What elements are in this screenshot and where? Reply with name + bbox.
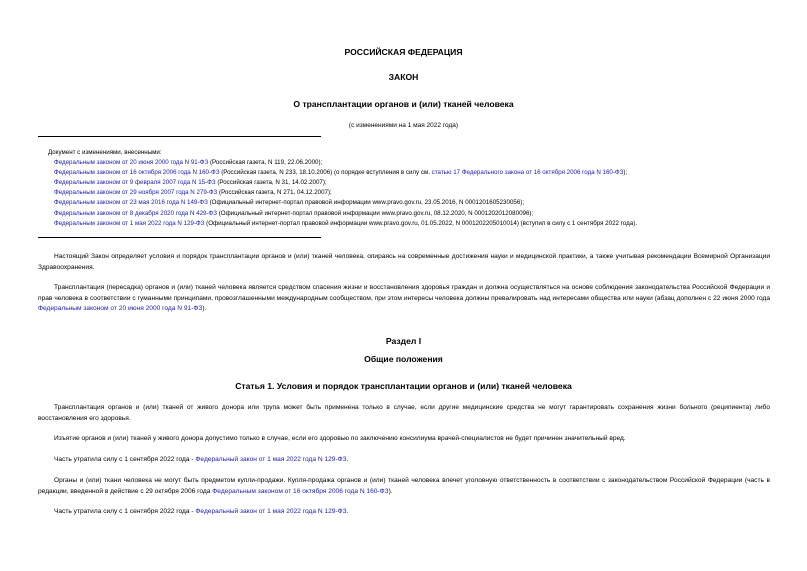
document-subtitle: (с изменениями на 1 мая 2022 года) — [348, 122, 459, 129]
amendment-item: Федеральным законом от 23 мая 2016 года N 149-ФЗ (Официальный интернет-портал правовой информации www.pravo.gov.ru, 23.05.2016, N 0001201605230056); — [54, 199, 525, 207]
bottom-divider — [38, 237, 321, 238]
amendment-item: Федеральным законом от 29 ноября 2007 года N 279-ФЗ (Российская газета, N 271, 04.12.2007); — [54, 189, 332, 197]
section-title: Раздел I — [385, 336, 422, 346]
preamble-paragraph-2: Трансплантация (пересадка) органов и (или) тканей человека является средством спасения жизни и восстановления здоровья граждан и должна осуществляться на основе соблюдения законодательства Российской Федерации и прав человека в соответствии с гуманными принципами, провозглашенными международным сообществом, при этом интересы человека должны превалировать над интересами общества или науки (абзац дополнен с 22 июня 2000 года Федеральным законом от 20 июня 2000 года N 91-ФЗ). — [38, 284, 770, 313]
article-paragraph-3: Часть утратила силу с 1 сентября 2022 года - Федеральный закон от 1 мая 2022 года N 129-ФЗ. — [54, 456, 349, 463]
country-heading: РОССИЙСКАЯ ФЕДЕРАЦИЯ — [344, 47, 463, 57]
top-divider — [38, 136, 321, 137]
repeal-law-link[interactable]: Федеральный закон от 1 мая 2022 года N 129-ФЗ — [195, 508, 347, 515]
amendments-heading: Документ с изменениями, внесенными: — [48, 149, 162, 156]
article-law-link[interactable]: Федеральным законом от 16 октября 2006 года N 160-ФЗ — [212, 487, 389, 495]
amendment-link[interactable]: Федеральным законом от 20 июня 2000 года N 91-ФЗ — [54, 159, 209, 167]
article-paragraph-5: Часть утратила силу с 1 сентября 2022 года - Федеральный закон от 1 мая 2022 года N 129-ФЗ. — [54, 508, 349, 515]
amendment-item: Федеральным законом от 8 декабря 2020 года N 429-ФЗ (Официальный интернет-портал правовой информации www.pravo.gov.ru, 08.12.2020, N 0001202012080096); — [54, 209, 534, 217]
preamble-law-link[interactable]: Федеральным законом от 20 июня 2000 года N 91-ФЗ — [38, 305, 203, 313]
doc-type-heading: ЗАКОН — [388, 72, 419, 82]
article-paragraph-4: Органы и (или) ткани человека не могут быть предметом купли-продажи. Купля-продажа органов и (или) тканей человека влечет уголовную ответственность в соответствии с законодательством Российской Федерации (часть в редакции, введенной в действие с 29 октября 2006 года Федеральным законом от 16 октября 2006 года N 160-ФЗ). — [38, 477, 770, 495]
amendment-article-link[interactable]: статью 17 Федерального закона от 16 октября 2006 года N 160-ФЗ — [431, 169, 624, 177]
amendment-item: Федеральным законом от 16 октября 2006 года N 160-ФЗ (Российская газета, N 233, 18.10.2006) (о порядке вступления в силу см. статью 17 Федерального закона от 16 октября 2006 года N 160-ФЗ); — [54, 169, 628, 177]
amendment-item: Федеральным законом от 1 мая 2022 года N 129-ФЗ (Официальный интернет-портал правовой информации www.pravo.gov.ru, 01.05.2022, N 0001202205010014) (вступил в силу с 1 сентября 2022 года). — [54, 219, 637, 227]
amendments-list — [48, 148, 637, 229]
amendment-item: Федеральным законом от 20 июня 2000 года N 91-ФЗ (Российская газета, N 119, 22.06.2000); — [54, 159, 323, 167]
article-paragraph-1: Трансплантация органов и (или) тканей от живого донора или трупа может быть применена только в случае, если другие медицинские средства не могут гарантировать сохранения жизни больного (реципиента) либо восстановления его здоровья. — [38, 404, 770, 422]
document-title: О трансплантации органов и (или) тканей человека — [293, 99, 514, 109]
amendment-item: Федеральным законом от 9 февраля 2007 года N 15-ФЗ (Российская газета, N 31, 14.02.2007); — [54, 179, 327, 187]
article-paragraph-2: Изъятие органов и (или) тканей у живого донора допустимо только в случае, если его здоровью по заключению консилиума врачей-специалистов не будет причинен значительный вред. — [54, 435, 626, 442]
amendment-link[interactable]: Федеральным законом от 1 мая 2022 года N 129-ФЗ — [54, 219, 205, 227]
section-subtitle: Общие положения — [364, 354, 443, 364]
amendment-link[interactable]: Федеральным законом от 16 октября 2006 года N 160-ФЗ — [54, 169, 220, 177]
amendment-link[interactable]: Федеральным законом от 8 декабря 2020 года N 429-ФЗ — [54, 209, 217, 217]
repeal-law-link[interactable]: Федеральный закон от 1 мая 2022 года N 129-ФЗ — [195, 456, 347, 463]
preamble-paragraph-1: Настоящий Закон определяет условия и порядок трансплантации органов и (или) тканей человека, опираясь на современные достижения науки и медицинской практики, а также учитывая рекомендации Всемирной Организации Здравоохранения. — [38, 253, 770, 271]
amendment-link[interactable]: Федеральным законом от 29 ноября 2007 года N 279-ФЗ — [54, 189, 218, 197]
amendment-link[interactable]: Федеральным законом от 9 февраля 2007 года N 15-ФЗ — [54, 179, 216, 187]
amendment-link[interactable]: Федеральным законом от 23 мая 2016 года N 149-ФЗ — [54, 199, 208, 207]
article-title: Статья 1. Условия и порядок трансплантации органов и (или) тканей человека — [235, 381, 572, 391]
